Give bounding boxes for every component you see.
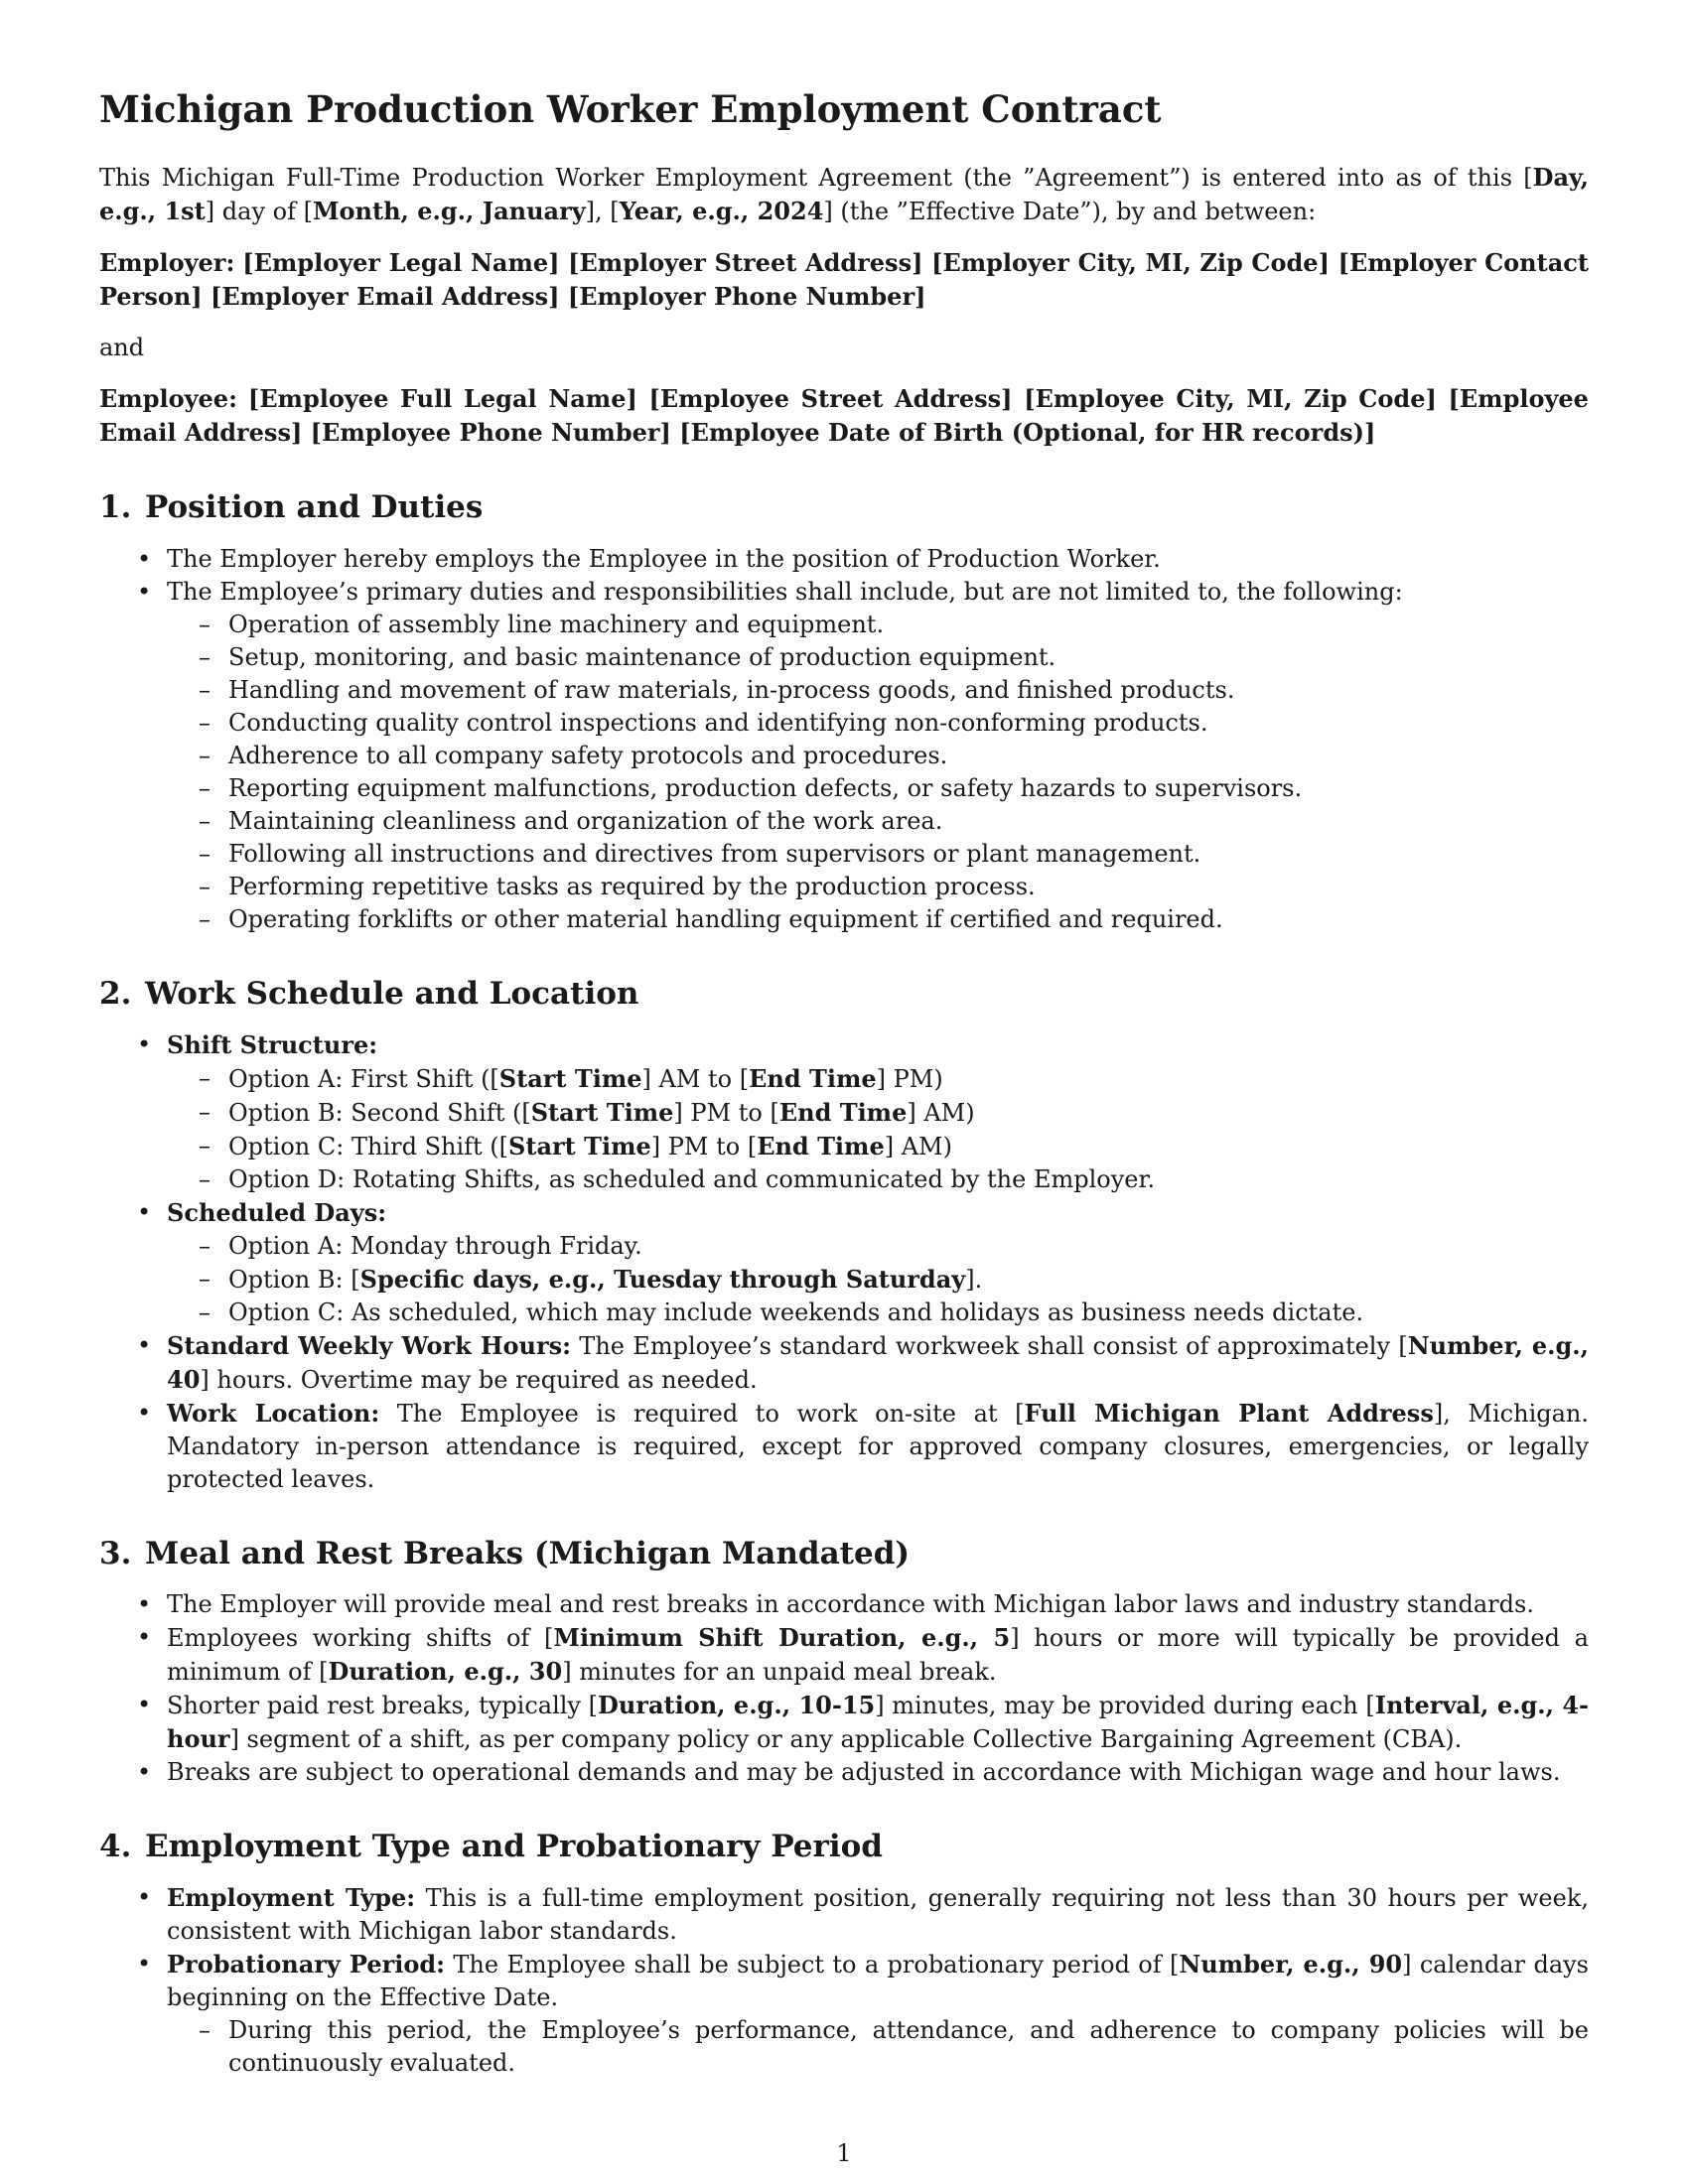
duty-item: – Adherence to all company safety protocols and procedures. <box>167 740 1589 772</box>
duty-item: – Following all instructions and directives from supervisors or plant management. <box>167 838 1589 871</box>
shift-options <box>167 1062 1589 1196</box>
duties-list <box>167 609 1589 936</box>
intro-paragraph: This Michigan Full-Time Production Worker Employment Agreement (the ”Agreement”) is entered into as of this [Day, e.g., 1st] day of [Month, e.g., January], [Year, e.g., 2024] (the ”Effective Date”), by and between: <box>99 163 1589 226</box>
day-option-c: – Option C: As scheduled, which may include weekends and holidays as business needs dictate. <box>167 1297 1589 1329</box>
page-number: 1 <box>836 2139 852 2167</box>
section-3-heading: 3. Meal and Rest Breaks (Michigan Mandated) <box>99 1535 911 1571</box>
duty-item: – Operation of assembly line machinery and equipment. <box>167 609 1589 641</box>
day-option-a: – Option A: Monday through Friday. <box>167 1230 1589 1263</box>
section-4-list <box>99 1881 1589 2080</box>
section-2-heading: 2. Work Schedule and Location <box>99 975 639 1012</box>
duty-item: – Setup, monitoring, and basic maintenance of production equipment. <box>167 641 1589 674</box>
list-item: • The Employee’s primary duties and responsibilities shall include, but are not limited to, the following: – Operation of assembly line machinery and equipment. – Setup, monitoring, and basic maintenance of production equipment. – Handling and movement of raw materials, in-process goods, and finished products. – Conducting quality control inspections and identifying non-conforming products. – Adherence to all company safety protocols and procedures. – Reporting equipment malfunctions, production defects, or safety hazards to supervisors. – Maintaining cleanliness and organization of the work area. – Following all instructions and directives from supervisors or plant management. – Performing repetitive tasks as required by the production process. – Operating forklifts or other material handling equipment if certified and required. <box>99 576 1589 936</box>
duty-item: – Conducting quality control inspections and identifying non-conforming products. <box>167 707 1589 740</box>
probation-sublist <box>167 2014 1589 2080</box>
section-2-list <box>99 1028 1589 1496</box>
list-item: • The Employer will provide meal and rest breaks in accordance with Michigan labor laws and industry standards. <box>99 1588 1589 1621</box>
employer-block: Employer: [Employer Legal Name] [Employer Street Address] [Employer City, MI, Zip Code] [Employer Contact Person] [Employer Email Address] [Employer Phone Number] <box>99 248 1589 312</box>
shift-option-a: – Option A: First Shift ([Start Time] AM to [End Time] PM) <box>167 1062 1589 1096</box>
list-item: • Scheduled Days: – Option A: Monday through Friday. – Option B: [Specific days, e.g., Tuesday through Saturday]. – Option C: As scheduled, which may include weekends and holidays as business needs dictate. <box>99 1196 1589 1329</box>
day-options <box>167 1230 1589 1329</box>
day-option-b: – Option B: [Specific days, e.g., Tuesday through Saturday]. <box>167 1263 1589 1297</box>
employee-block: Employee: [Employee Full Legal Name] [Employee Street Address] [Employee City, MI, Zip Code] [Employee Email Address] [Employee Phone Number] [Employee Date of Birth (Optional, for HR records)] <box>99 384 1589 448</box>
duty-item: – Handling and movement of raw materials, in-process goods, and finished products. <box>167 674 1589 707</box>
list-item: • Employees working shifts of [Minimum Shift Duration, e.g., 5] hours or more will typically be provided a minimum of [Duration, e.g., 30] minutes for an unpaid meal break. <box>99 1621 1589 1689</box>
duty-item: – Operating forklifts or other material handling equipment if certified and required. <box>167 903 1589 936</box>
and-text: and <box>99 334 145 362</box>
contract-page <box>99 87 1589 2080</box>
list-item: • Shift Structure: – Option A: First Shift ([Start Time] AM to [End Time] PM) – Option B: Second Shift ([Start Time] PM to [End Time] AM) – Option C: Third Shift ([Start Time] PM to [End Time] AM) – Option D: Rotating Shifts, as scheduled and communicated by the Employer. <box>99 1028 1589 1196</box>
list-item: • Probationary Period: The Employee shall be subject to a probationary period of [Number, e.g., 90] calendar days beginning on the Effective Date. – During this period, the Employee’s performance, attendance, and adherence to company policies will be continuously evaluated. <box>99 1948 1589 2080</box>
section-4-heading: 4. Employment Type and Probationary Period <box>99 1828 883 1864</box>
list-item: • Employment Type: This is a full-time employment position, generally requiring not less than 30 hours per week, consistent with Michigan labor standards. <box>99 1881 1589 1948</box>
probation-sub-item: – During this period, the Employee’s performance, attendance, and adherence to company policies will be continuously evaluated. <box>167 2014 1589 2080</box>
duty-item: – Reporting equipment malfunctions, production defects, or safety hazards to supervisors. <box>167 772 1589 805</box>
section-1-list <box>99 543 1589 936</box>
shift-option-d: – Option D: Rotating Shifts, as scheduled and communicated by the Employer. <box>167 1163 1589 1196</box>
shift-option-c: – Option C: Third Shift ([Start Time] PM to [End Time] AM) <box>167 1130 1589 1163</box>
list-item: • Shorter paid rest breaks, typically [Duration, e.g., 10-15] minutes, may be provided during each [Interval, e.g., 4-hour] segment of a shift, as per company policy or any applicable Collective Bargaining Agreement (CBA). <box>99 1689 1589 1756</box>
duty-item: – Maintaining cleanliness and organization of the work area. <box>167 805 1589 838</box>
section-3-list <box>99 1588 1589 1789</box>
list-item: • Breaks are subject to operational demands and may be adjusted in accordance with Michigan wage and hour laws. <box>99 1756 1589 1789</box>
section-1-heading: 1. Position and Duties <box>99 489 484 526</box>
list-item: • Standard Weekly Work Hours: The Employee’s standard workweek shall consist of approximately [Number, e.g., 40] hours. Overtime may be required as needed. <box>99 1329 1589 1397</box>
list-item: • Work Location: The Employee is required to work on-site at [Full Michigan Plant Address], Michigan. Mandatory in-person attendance is required, except for approved company closures, emergencies, or legally protected leaves. <box>99 1397 1589 1496</box>
shift-option-b: – Option B: Second Shift ([Start Time] PM to [End Time] AM) <box>167 1096 1589 1130</box>
list-item: • The Employer hereby employs the Employee in the position of Production Worker. <box>99 543 1589 576</box>
document-title: Michigan Production Worker Employment Contract <box>99 87 1162 131</box>
duty-item: – Performing repetitive tasks as required by the production process. <box>167 871 1589 903</box>
